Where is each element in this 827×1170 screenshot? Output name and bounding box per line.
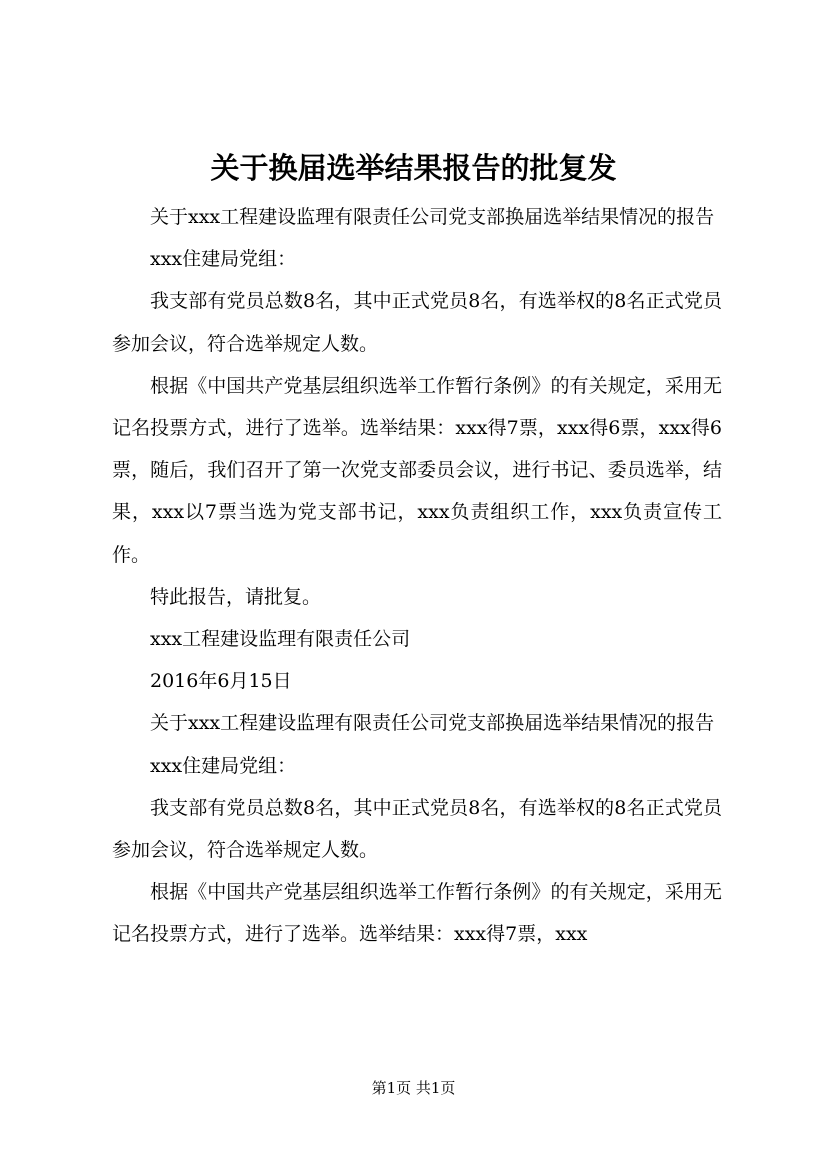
paragraph: 根据《中国共产党基层组织选举工作暂行条例》的有关规定，采用无记名投票方式，进行了选举。选举结果：xxx得7票，xxx得6票，xxx得6票，随后，我们召开了第一次党支部委员会议，进行书记、委员选举，结果，xxx以7票当选为党支部书记，xxx负责组织工作，xxx负责宣传工作。 xyxy=(112,374,722,566)
paragraph: xxx住建局党组： xyxy=(150,248,297,271)
document-body xyxy=(112,196,722,956)
document-title: 关于换届选举结果报告的批复发 xyxy=(210,151,617,185)
page-footer: 第1页 共1页 xyxy=(371,1079,456,1097)
paragraph: 特此报告，请批复。 xyxy=(150,585,322,608)
paragraph: 我支部有党员总数8名，其中正式党员8名，有选举权的8名正式党员参加会议，符合选举规定人数。 xyxy=(112,796,722,862)
paragraph: 2016年6月15日 xyxy=(150,670,292,693)
paragraph: xxx住建局党组： xyxy=(150,754,297,777)
paragraph: 根据《中国共产党基层组织选举工作暂行条例》的有关规定，采用无记名投票方式，进行了选举。选举结果：xxx得7票，xxx xyxy=(112,881,722,946)
paragraph: 我支部有党员总数8名，其中正式党员8名，有选举权的8名正式党员参加会议，符合选举规定人数。 xyxy=(112,290,722,355)
paragraph: xxx工程建设监理有限责任公司 xyxy=(150,628,411,651)
paragraph: 关于xxx工程建设监理有限责任公司党支部换届选举结果情况的报告 xyxy=(150,206,715,228)
paragraph: 关于xxx工程建设监理有限责任公司党支部换届选举结果情况的报告 xyxy=(150,712,715,735)
